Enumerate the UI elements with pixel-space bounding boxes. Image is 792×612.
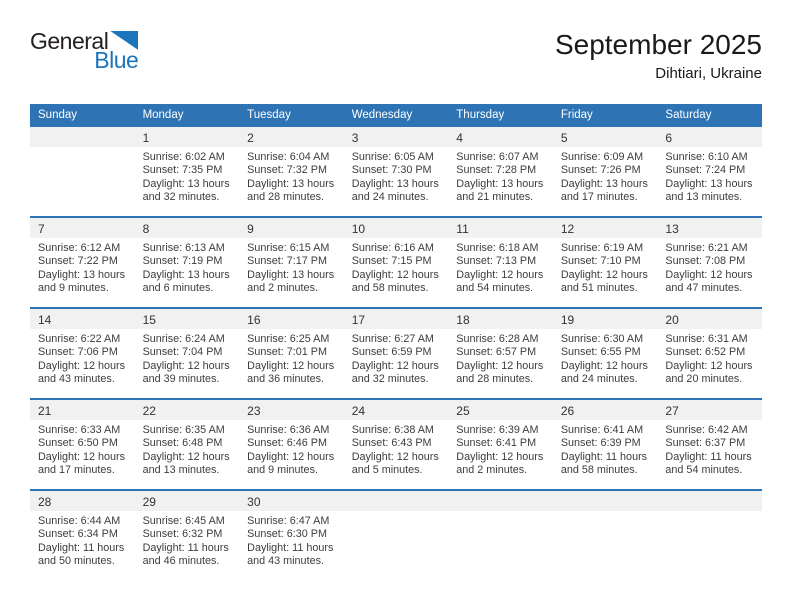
daylight-text: Daylight: 13 hours and 2 minutes. (247, 268, 335, 295)
sunset-text: Sunset: 7:35 PM (142, 164, 223, 177)
day-number: 3 (344, 127, 449, 147)
day-number: 5 (553, 127, 658, 147)
day-number: 29 (135, 491, 240, 511)
calendar-weeks (30, 125, 762, 580)
sunset-text: Sunset: 7:15 PM (351, 255, 432, 268)
sunrise-text: Sunrise: 6:39 AM (456, 424, 539, 436)
sunset-text: Sunset: 7:13 PM (456, 255, 537, 268)
sunrise-text: Sunrise: 6:02 AM (142, 151, 225, 163)
day-cell (135, 400, 240, 489)
day-number (30, 127, 135, 147)
daylight-text: Daylight: 12 hours and 47 minutes. (665, 268, 753, 295)
week-row (30, 489, 762, 580)
daylight-text: Daylight: 12 hours and 51 minutes. (560, 268, 648, 295)
sunset-text: Sunset: 7:17 PM (247, 255, 327, 268)
day-details (30, 329, 135, 387)
day-cell (657, 309, 762, 398)
daylight-text: Daylight: 13 hours and 13 minutes. (665, 177, 753, 204)
day-details (448, 329, 553, 387)
day-details (553, 147, 658, 205)
weekday-header-row (30, 104, 762, 125)
day-number: 15 (135, 309, 240, 329)
day-number: 14 (30, 309, 135, 329)
daylight-text: Daylight: 12 hours and 39 minutes. (142, 359, 230, 386)
sunrise-text: Sunrise: 6:05 AM (351, 151, 434, 163)
sunrise-text: Sunrise: 6:16 AM (351, 242, 434, 254)
sunrise-text: Sunrise: 6:07 AM (456, 151, 539, 163)
sunset-text: Sunset: 7:06 PM (38, 346, 118, 359)
sunrise-text: Sunrise: 6:36 AM (247, 424, 330, 436)
daylight-text: Daylight: 13 hours and 28 minutes. (247, 177, 335, 204)
sunrise-text: Sunrise: 6:30 AM (560, 333, 644, 345)
sunrise-text: Sunrise: 6:12 AM (38, 242, 121, 254)
title-block (555, 30, 762, 82)
day-details (344, 238, 449, 296)
sunset-text: Sunset: 6:50 PM (38, 437, 118, 450)
daylight-text: Daylight: 11 hours and 46 minutes. (142, 541, 229, 568)
sunrise-text: Sunrise: 6:33 AM (38, 424, 121, 436)
daylight-text: Daylight: 12 hours and 54 minutes. (456, 268, 544, 295)
day-cell (30, 218, 135, 307)
daylight-text: Daylight: 12 hours and 13 minutes. (142, 450, 230, 477)
day-number (553, 491, 658, 511)
day-number: 2 (239, 127, 344, 147)
daylight-text: Daylight: 11 hours and 43 minutes. (247, 541, 334, 568)
day-details (657, 420, 762, 478)
day-details (344, 147, 449, 205)
day-details (239, 147, 344, 205)
daylight-text: Daylight: 12 hours and 43 minutes. (38, 359, 126, 386)
daylight-text: Daylight: 13 hours and 6 minutes. (142, 268, 230, 295)
day-number: 24 (344, 400, 449, 420)
sunrise-text: Sunrise: 6:38 AM (351, 424, 434, 436)
sunset-text: Sunset: 7:08 PM (665, 255, 746, 268)
daylight-text: Daylight: 12 hours and 20 minutes. (665, 359, 753, 386)
day-details (657, 329, 762, 387)
sunset-text: Sunset: 7:19 PM (142, 255, 223, 268)
day-details (657, 147, 762, 205)
day-details (553, 238, 658, 296)
sunset-text: Sunset: 6:46 PM (247, 437, 327, 450)
day-number: 27 (657, 400, 762, 420)
week-row (30, 398, 762, 489)
day-cell (239, 309, 344, 398)
day-number: 17 (344, 309, 449, 329)
day-details (135, 329, 240, 387)
daylight-text: Daylight: 12 hours and 17 minutes. (38, 450, 126, 477)
day-number: 12 (553, 218, 658, 238)
daylight-text: Daylight: 13 hours and 32 minutes. (142, 177, 230, 204)
sunset-text: Sunset: 7:10 PM (560, 255, 641, 268)
page-title: September 2025 (554, 29, 762, 60)
day-number (448, 491, 553, 511)
day-number: 19 (553, 309, 658, 329)
daylight-text: Daylight: 11 hours and 54 minutes. (665, 450, 752, 477)
sunrise-text: Sunrise: 6:28 AM (456, 333, 539, 345)
sunrise-text: Sunrise: 6:27 AM (351, 333, 434, 345)
day-cell (657, 127, 762, 216)
day-cell-empty (448, 491, 553, 580)
day-cell-empty (553, 491, 658, 580)
sunset-text: Sunset: 7:22 PM (38, 255, 118, 268)
day-cell (30, 400, 135, 489)
day-cell (239, 127, 344, 216)
sunset-text: Sunset: 6:39 PM (560, 437, 641, 450)
day-number: 7 (30, 218, 135, 238)
day-cell (657, 218, 762, 307)
daylight-text: Daylight: 12 hours and 9 minutes. (247, 450, 335, 477)
day-number: 1 (135, 127, 240, 147)
day-details (135, 238, 240, 296)
day-details (239, 329, 344, 387)
day-cell (344, 400, 449, 489)
day-details (448, 147, 553, 205)
day-number (657, 491, 762, 511)
logo-text-blue: Blue (94, 47, 139, 73)
sunrise-text: Sunrise: 6:21 AM (665, 242, 748, 254)
day-details (30, 511, 135, 569)
day-details (239, 420, 344, 478)
day-number: 6 (657, 127, 762, 147)
sunset-text: Sunset: 7:24 PM (665, 164, 746, 177)
day-number: 18 (448, 309, 553, 329)
weekday-sunday: Sunday (38, 108, 78, 121)
day-cell (553, 127, 658, 216)
sunrise-text: Sunrise: 6:13 AM (142, 242, 225, 254)
day-details (553, 420, 658, 478)
sunset-text: Sunset: 7:01 PM (247, 346, 327, 359)
daylight-text: Daylight: 13 hours and 17 minutes. (560, 177, 648, 204)
day-number: 16 (239, 309, 344, 329)
day-cell (344, 218, 449, 307)
daylight-text: Daylight: 13 hours and 21 minutes. (456, 177, 544, 204)
day-number: 25 (448, 400, 553, 420)
day-cell (553, 400, 658, 489)
sunrise-text: Sunrise: 6:47 AM (247, 515, 330, 527)
weekday-saturday: Saturday (665, 108, 712, 121)
day-cell (239, 218, 344, 307)
sunrise-text: Sunrise: 6:10 AM (665, 151, 748, 163)
weekday-thursday: Thursday (456, 108, 505, 121)
sunrise-text: Sunrise: 6:35 AM (142, 424, 225, 436)
sunrise-text: Sunrise: 6:04 AM (247, 151, 330, 163)
day-number: 13 (657, 218, 762, 238)
daylight-text: Daylight: 12 hours and 32 minutes. (351, 359, 439, 386)
day-cell-empty (30, 127, 135, 216)
sunset-text: Sunset: 6:34 PM (38, 528, 118, 541)
day-cell (135, 491, 240, 580)
day-number: 22 (135, 400, 240, 420)
page-header (0, 0, 792, 104)
sunset-text: Sunset: 6:30 PM (247, 528, 327, 541)
weekday-monday: Monday (142, 108, 184, 121)
sunrise-text: Sunrise: 6:22 AM (38, 333, 121, 345)
day-cell (135, 218, 240, 307)
day-details (344, 329, 449, 387)
day-number (344, 491, 449, 511)
day-cell (657, 400, 762, 489)
day-number: 23 (239, 400, 344, 420)
sunrise-text: Sunrise: 6:25 AM (247, 333, 330, 345)
daylight-text: Daylight: 11 hours and 58 minutes. (560, 450, 648, 477)
day-cell-empty (344, 491, 449, 580)
sunrise-text: Sunrise: 6:19 AM (560, 242, 644, 254)
day-number: 9 (239, 218, 344, 238)
day-cell (30, 309, 135, 398)
sunset-text: Sunset: 6:37 PM (665, 437, 746, 450)
day-details (135, 147, 240, 205)
sunset-text: Sunset: 6:55 PM (560, 346, 641, 359)
sunrise-text: Sunrise: 6:31 AM (665, 333, 748, 345)
day-number: 4 (448, 127, 553, 147)
week-row (30, 125, 762, 216)
day-cell (135, 127, 240, 216)
sunset-text: Sunset: 7:30 PM (351, 164, 432, 177)
daylight-text: Daylight: 12 hours and 2 minutes. (456, 450, 544, 477)
day-details (448, 238, 553, 296)
day-details (135, 420, 240, 478)
day-number: 8 (135, 218, 240, 238)
sunset-text: Sunset: 6:32 PM (142, 528, 223, 541)
day-details (30, 238, 135, 296)
sunrise-text: Sunrise: 6:09 AM (560, 151, 644, 163)
day-cell (448, 127, 553, 216)
general-blue-logo (30, 30, 138, 72)
sunrise-text: Sunrise: 6:42 AM (665, 424, 748, 436)
day-cell (239, 400, 344, 489)
day-number: 20 (657, 309, 762, 329)
week-row (30, 307, 762, 398)
daylight-text: Daylight: 13 hours and 9 minutes. (38, 268, 126, 295)
daylight-text: Daylight: 12 hours and 58 minutes. (351, 268, 439, 295)
weekday-friday: Friday (560, 108, 593, 121)
day-cell (135, 309, 240, 398)
day-cell (553, 309, 658, 398)
day-details (657, 238, 762, 296)
day-cell-empty (657, 491, 762, 580)
weekday-tuesday: Tuesday (247, 108, 291, 121)
sunset-text: Sunset: 6:59 PM (351, 346, 432, 359)
day-number: 30 (239, 491, 344, 511)
day-number: 21 (30, 400, 135, 420)
sunset-text: Sunset: 7:04 PM (142, 346, 223, 359)
sunrise-text: Sunrise: 6:18 AM (456, 242, 539, 254)
sunrise-text: Sunrise: 6:44 AM (38, 515, 121, 527)
day-cell (448, 218, 553, 307)
day-cell (553, 218, 658, 307)
day-details (448, 420, 553, 478)
day-cell (30, 491, 135, 580)
daylight-text: Daylight: 12 hours and 28 minutes. (456, 359, 544, 386)
day-cell (344, 127, 449, 216)
day-details (239, 238, 344, 296)
day-number: 11 (448, 218, 553, 238)
day-details (30, 420, 135, 478)
day-details (344, 420, 449, 478)
day-details (553, 329, 658, 387)
location-subtitle: Dihtiari, Ukraine (655, 64, 762, 82)
day-cell (448, 400, 553, 489)
day-number: 10 (344, 218, 449, 238)
sunset-text: Sunset: 6:41 PM (456, 437, 537, 450)
sunset-text: Sunset: 6:52 PM (665, 346, 746, 359)
week-row (30, 216, 762, 307)
day-details (239, 511, 344, 569)
sunset-text: Sunset: 6:43 PM (351, 437, 432, 450)
daylight-text: Daylight: 12 hours and 36 minutes. (247, 359, 335, 386)
day-cell (239, 491, 344, 580)
daylight-text: Daylight: 12 hours and 24 minutes. (560, 359, 648, 386)
day-cell (344, 309, 449, 398)
sunrise-text: Sunrise: 6:45 AM (142, 515, 225, 527)
sunset-text: Sunset: 6:48 PM (142, 437, 223, 450)
day-number: 28 (30, 491, 135, 511)
day-details (135, 511, 240, 569)
daylight-text: Daylight: 12 hours and 5 minutes. (351, 450, 439, 477)
sunset-text: Sunset: 7:26 PM (560, 164, 641, 177)
day-cell (448, 309, 553, 398)
sunrise-text: Sunrise: 6:24 AM (142, 333, 225, 345)
sunrise-text: Sunrise: 6:15 AM (247, 242, 330, 254)
sunset-text: Sunset: 6:57 PM (456, 346, 537, 359)
day-number: 26 (553, 400, 658, 420)
logo-text-general: General (30, 28, 109, 54)
calendar-table (30, 104, 762, 580)
sunset-text: Sunset: 7:32 PM (247, 164, 327, 177)
weekday-wednesday: Wednesday (351, 108, 413, 121)
sunrise-text: Sunrise: 6:41 AM (560, 424, 644, 436)
sunset-text: Sunset: 7:28 PM (456, 164, 537, 177)
daylight-text: Daylight: 13 hours and 24 minutes. (351, 177, 439, 204)
daylight-text: Daylight: 11 hours and 50 minutes. (38, 541, 125, 568)
